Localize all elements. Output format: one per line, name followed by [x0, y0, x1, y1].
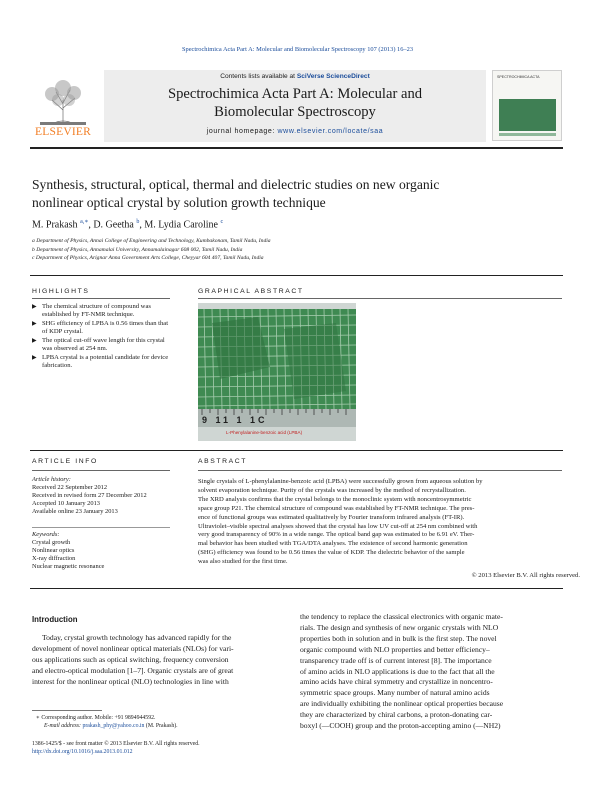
bullet-icon: ▶: [32, 321, 37, 327]
author-affil-marker[interactable]: a,∗: [80, 219, 89, 225]
keyword-item: Nonlinear optics: [32, 547, 75, 554]
keywords-block: [32, 531, 182, 571]
graphical-abstract-heading: GRAPHICAL ABSTRACT: [198, 288, 304, 295]
body-line: rials. The design and synthesis of new organic crystals with NLO: [300, 622, 499, 632]
author-list: [32, 218, 562, 230]
author-name: D. Geetha: [93, 219, 134, 231]
abstract-line: very good transparency of 90% in a wide range. The optical band gap was estimated to be 6.91 eV. Ther-: [198, 531, 475, 539]
article-info-rule: [32, 470, 170, 471]
email-link[interactable]: prakash_phy@yahoo.co.in: [82, 723, 145, 729]
footnote-email-line: [44, 722, 294, 730]
history-item: Accepted 10 January 2013: [32, 500, 100, 507]
email-suffix: (M. Prakash).: [145, 723, 178, 729]
keywords-label: Keywords:: [32, 531, 60, 538]
abstract-line: The XRD analysis confirms that the crystal belongs to the monoclinic system with noncentrosymmetric: [198, 495, 472, 503]
body-line: ous applications such as optical switching, frequency conversion: [32, 654, 229, 664]
left-column-text: [32, 633, 286, 688]
body-line: development of novel nonlinear optical materials (NLOs) for vari-: [32, 643, 234, 653]
body-line: the tendency to replace the classical electronics with organic mate-: [300, 612, 503, 621]
graphical-rule: [198, 298, 562, 299]
body-top-rule: [30, 588, 563, 589]
body-line: and electro-optical modulation [1–7]. Organic crystals are of great: [32, 665, 234, 675]
mid-rule: [30, 450, 563, 451]
cover-title: SPECTROCHIMICA ACTA: [497, 75, 540, 79]
highlight-text: The chemical structure of compound was established by FT-NMR technique.: [42, 303, 151, 318]
article-history: [32, 476, 182, 516]
ruler-markings: 9 11 1 1C: [202, 415, 268, 425]
journal-homepage: [104, 128, 486, 135]
highlight-item: [32, 337, 169, 353]
abstract-line: ence of functional groups was estimated qualitatively by Fourier transform infrared analysis (FT-IR).: [198, 513, 465, 521]
author-name: M. Prakash: [32, 219, 78, 231]
contents-line: [104, 73, 486, 80]
footnote-rule: [32, 710, 102, 711]
abstract-heading: ABSTRACT: [198, 458, 248, 465]
journal-cover: [492, 70, 562, 141]
copyright: © 2013 Elsevier B.V. All rights reserved.: [471, 572, 580, 579]
crystal-photo: [198, 303, 356, 441]
elsevier-wordmark: ELSEVIER: [35, 126, 91, 138]
body-line: properties both in solution and in bulk is the first step. The novel: [300, 633, 497, 643]
doi-link[interactable]: http://dx.doi.org/10.1016/j.saa.2013.01.012: [32, 749, 133, 755]
history-label: Article history:: [32, 476, 71, 483]
author-affil-marker[interactable]: c: [220, 219, 224, 225]
journal-title-line1: Spectrochimica Acta Part A: Molecular and: [167, 86, 423, 102]
right-column-text: [300, 612, 562, 732]
body-line: are individually exhibiting the nonlinear optical properties because: [300, 699, 504, 709]
crystal-caption: L-Phenylalanine-benzoic acid (LPBA): [226, 430, 303, 435]
highlights-heading: HIGHLIGHTS: [32, 288, 90, 295]
body-line: interest for the nonlinear optical (NLO) technologies in line with: [32, 676, 229, 686]
highlight-text: LPBA crystal is a potential candidate for device fabrication.: [42, 354, 169, 369]
keyword-item: Crystal growth: [32, 539, 71, 546]
author-separator: ,: [88, 219, 91, 231]
abstract-line: space group P21. The chemical structure of compound was established by FT-NMR technique. The pres-: [198, 504, 475, 512]
highlight-item: [32, 354, 169, 370]
body-line: they are characterized by chiral carbons, a proton-donating car-: [300, 710, 493, 720]
header-rule: [30, 147, 563, 149]
journal-title-line2: Biomolecular Spectroscopy: [214, 103, 376, 120]
abstract-line: was also studied for the first time.: [198, 558, 288, 566]
homepage-link[interactable]: www.elsevier.com/locate/saa: [277, 128, 384, 135]
cover-stripe: [499, 133, 556, 136]
body-line: amino acids have chiral symmetry and crystallize in noncentro-: [300, 677, 493, 687]
article-title-line2: nonlinear optical crystal by solution growth technique: [32, 195, 326, 210]
article-info-heading: ARTICLE INFO: [32, 458, 98, 465]
bullet-icon: ▶: [32, 304, 37, 310]
abstract-line: mal behavior has been studied with TGA/DTA analyses. The existence of second harmonic generation: [198, 540, 468, 548]
author-affil-marker[interactable]: b: [136, 219, 140, 225]
affiliation: c Department of Physics, Arignar Anna Government Arts College, Cheyyar 604 407, Tamil Nadu, India: [32, 255, 264, 261]
highlights-rule: [32, 298, 170, 299]
history-item: Received in revised form 27 December 2012: [32, 492, 147, 499]
body-line: of amino acids in NLO applications is due to the fact that all the: [300, 666, 495, 676]
body-line: organic compound with NLO properties and better efficiency–: [300, 644, 490, 654]
highlights-list: [32, 303, 169, 371]
article-title-line1: Synthesis, structural, optical, thermal and dielectric studies on new organic: [32, 177, 440, 192]
author-name: M. Lydia Caroline: [144, 219, 218, 231]
highlight-item: [32, 320, 169, 336]
sciencedirect-link[interactable]: SciVerse ScienceDirect: [296, 73, 370, 80]
bullet-icon: ▶: [32, 338, 37, 344]
highlight-item: [32, 303, 169, 319]
footnote-corresponding: ∗ Corresponding author. Mobile: +91 9894944592.: [36, 715, 156, 721]
abstract-line: Single crystals of L-phenylalanine-benzoic acid (LPBA) were successfully grown from aqueous solution by: [198, 478, 483, 485]
issn-line: 1386-1425/$ - see front matter © 2013 Elsevier B.V. All rights reserved.: [32, 741, 200, 747]
journal-title: [104, 86, 486, 121]
abstract-body: [198, 478, 562, 567]
article-title: [32, 176, 562, 212]
email-label: E-mail address:: [44, 723, 81, 729]
body-line: transparency trade off is of current interest [8]. The importance: [300, 655, 492, 665]
cover-image: [499, 99, 556, 131]
keywords-rule: [32, 527, 170, 528]
intro-heading: Introduction: [32, 615, 78, 624]
highlight-text: SHG efficiency of LPBA is 0.56 times than that of KDP crystal.: [42, 320, 169, 335]
bullet-icon: ▶: [32, 355, 37, 361]
affil-rule: [30, 275, 563, 276]
running-head[interactable]: Spectrochimica Acta Part A: Molecular and Biomolecular Spectroscopy 107 (2013) 16–23: [181, 46, 414, 53]
contents-prefix: Contents lists available at: [220, 73, 295, 80]
affiliation: a Department of Physics, Annai College of Engineering and Technology, Kumbakonam, Tamil Nadu, India: [32, 238, 271, 244]
history-item: Received 22 September 2012: [32, 484, 108, 491]
affiliation: b Department of Physics, Annamalai University, Annamalainagar 608 002, Tamil Nadu, India: [32, 247, 243, 253]
history-item: Available online 23 January 2013: [32, 508, 118, 515]
abstract-rule: [198, 470, 562, 471]
author-separator: ,: [139, 219, 142, 231]
keyword-item: Nuclear magnetic resonance: [32, 563, 105, 570]
body-line: symmetric space groups. Many number of natural amino acids: [300, 688, 490, 698]
body-line: Today, crystal growth technology has advanced rapidly for the: [42, 633, 232, 642]
homepage-prefix: journal homepage:: [206, 128, 275, 135]
highlight-text: The optical cut-off wave length for this crystal was observed at 254 nm.: [42, 337, 165, 352]
keyword-item: X-ray diffraction: [32, 555, 76, 562]
abstract-line: Ultraviolet–visible spectral analyses showed that the crystal has low UV cut-off at 254 nm combined with: [198, 522, 478, 530]
abstract-line: solvent evaporation technique. Purity of the crystals was increased by the method of recrystallization.: [198, 486, 466, 494]
abstract-line: (SHG) efficiency was found to be 0.56 times the value of KDP. The dielectric behavior of the sample: [198, 549, 465, 557]
body-line: boxyl (—COOH) group and the proton-accepting amino (—NH2): [300, 721, 501, 731]
